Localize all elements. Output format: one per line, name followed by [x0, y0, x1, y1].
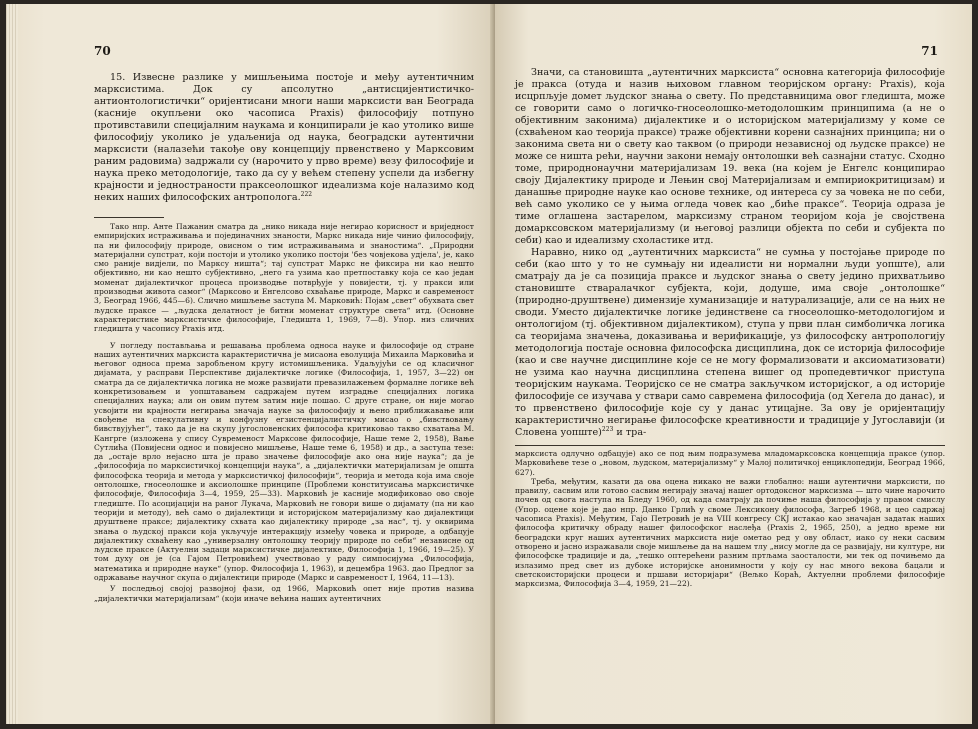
footnote-222: Тако нпр. Анте Пажанин сматра да „нико никада није негирао корисност и вриједност емпиријских истраживања и појединачних знаности, Маркс никада није чинио философију, па ни философију природе, овисном о тим истраживањима и знаностима“. „Природни материјални супстрат, који постоји и утолико уколико постоји 'без човјекова удјела', је, како смо раније видјели, по Марксу ништа“; тај супстрат Маркс не фиксира ни као нешто објективно, ни као нешто субјективно, „него га узима као претпоставку која се као један моменат дијалектичког процеса производње потврђује у повијести, тј. у пракси или производњи живота самог“ (Марксово и Енгелсово схваћање природе, Маркс и савременост 3, Београд 1966, 445—6). Слично мишљење заступа М. Марковић: Појам „свет“ обухвата свет људске праксе — „људска делатност је битни моменат структуре света“ итд. (Основне карактеристике марксистичке философије, Гледишта 1, 1969, 7—8). Упор. низ сличних гледишта у часопису Praxis итд. — [94, 222, 474, 334]
book-spread — [6, 4, 972, 724]
right-page-text — [515, 67, 945, 588]
section-15-text: 15. Извесне разлике у мишљењима постоје и међу аутентичним марксистима. Док су апсолутно „антисцијентистичко-антионтологистички“ оријентисани многи наши марксисти ван Београда (касније окупљени око часописа Praxis) философију потпуно противставили специјалним наукама и конципирали је као утолико више философију уколико је удаљенија од наука, београдски аутентични марксисти (налазећи такође ову концепцију првенствено у Марксовим раним радовима) задржали су (нарочито у прво време) везу философије и наука преко методологије, тако да су у већем степену успели да избегну крајности и једностраности праксеолошког идеализма које налазимо код неких наших философских антрополога. — [94, 72, 474, 203]
left-page — [6, 4, 495, 724]
nature-text: Наравно, нико од „аутентичних марксиста“ не сумња у постојање природе по себи (као што у то не сумњају ни идеалисти ни нормални људи уопште), али сматрају да је са позиција праксе и људског знања о свету једино прихватљиво становиште стваралачког субјекта, који, додуше, има своје „онтолошке“ (природно-друштвене) димензије хуманизације и натурализације, али се на њих не своди. Уместо дијалектичке логике јединствене са гносеолошко-методологијом и онтологијом (тј. објективном дијалектиком), ступа у први план симболичка логика са теоријама значења, доказивања и верификације, уз философску антропологију методологија постаје основна философска дисциплина, док се историја философије (као и све научне дисциплине које се не могу формализовати и аксиоматизовати) не узима као научна дисциплина степена вишег од пропедевтичког приступа теоријским наукама. Теоријско се не сматра закључком историјског, а од историје философије се изучава у ствари само савремена философија (од Хегела до данас), и то првенствено философије које су у данас утицајне. За ову је оријентацију карактеристично негирање философске креативности и традиције у Југославији (и Словена уопште) — [515, 247, 945, 438]
footnote-continuation: марксиста одлучно одбацује) ако се под њим подразумева младомарксовска концепција праксе (упор. Марковићеве тезе о „новом, људском, материјализму“ у Малој политичкој енциклопедији, Београд 1966, 627). — [515, 449, 945, 477]
right-page — [495, 4, 972, 724]
paragraph-markovic: У погледу постављања и решавања проблема односа науке и философије од стране наших аутентичних марксиста карактеристична је мисаона еволуција Михаила Марковића и његовог односа према заробљеном кругу истомишљеника. Удаљујући се од класичног дијамата, у расправи Перспективе дијалектичке логике (Философија, 1, 1957, 3—22) он сматра да се дијалектичка логика не може развијати превазилажењем формалне логике већ конкретизовањем и уопштавањем садржајем путем изградње специјалних логика специјалних наука; али он овим путем затим није пошао. С друге стране, он није могао усвојити ни крајности негирања значаја науке за философију и њено приближавање или свођење на спекулативну и конфузну егзистенцијалистичку мисао о „бивствовању бивствујућег“, тако да је на скупу југословенских философа критиковао такво схватања М. Кангрге (изложена у спису Суврeменост Марксове философије, Наше теме 2, 1958), Вање Сутлића (Повијесни однос и повијесно мишљење, Наше теме 6, 1958) и др., а заступа тезе: да „остаје врло нејасно шта је право значење философије ако она није наука“; да је „философија по марксистичкој концепцији наука“, а „дијалектички материјализам је општа философска теорија и метода у марксистичкој философији“, теорија и метода која има своје онтолошке, гносеолошке и аксиолошке принципе (Проблеми конституисања марксистичке философије, Философија 3—4, 1959, 25—33). Марковић је касније модификовао ово своје гледиште. По асоцијацији на раног Лукача, Марковић не говори више о дијамату (па ни као теорији и методу), већ само о дијалектици и историјском материјализму као дијалектици друштвене праксе; дијалектику схвата као дијалектику природе „за нас“, тј. у оквирима знања о људској пракси која укључује интеракцију између човека и природе, а одбацује дијалектику схваћену као „универзалну онтолошку теорију природе по себи“ независне од људске праксе (Актуелни задаци марксистичке дијалектике, Философија 1, 1966, 19—25). У том духу он је (са Гајом Петровићем) учествовао у раду симпосијума „Философија, математика и природне науке“ (упор. Философија 1, 1963), и децембра 1963. дао Предлог за одржавање научног скупа о дијалектици природе (Маркс и савременост I, 1964, 11—13). — [94, 340, 474, 582]
page-number-left: 70 — [94, 44, 111, 58]
nature-paragraph — [515, 247, 945, 439]
paragraph-last-phase: У последњој својој развојној фази, од 1966, Марковић опет није против назива „дијалектички материјализам“ (који иначе већина наших аутентичних — [94, 584, 474, 603]
page-number-right: 71 — [921, 44, 938, 58]
page-edge — [6, 4, 18, 724]
praxis-paragraph: Значи, са становишта „аутентичних марксиста“ основна категорија философије је пракса (отуда и назив њиховом главном теоријском органу: Praxis), која исцрпљује домет људског знања о свету. По представницима овог гледишта, може се говорити само о логичко-гносеолошко-методолошким принципима (а не о објективним законима) дијалектике и о историјском материјализму у коме се (схваћеном као теорија праксе) траже објективни корени сазнајних принципа; ни о законима света ни о свету као таквом (о природи независној од људске праксе) не може се ништа рећи, научни закони немају онтолошки већ сазнајни статус. Сходно томе, природнонаучни материјализам 19. века (на којем је Енгелс конципирао своју Дијалектику природе и Лењин свој Материјализам и емпириокритицизам) и данашње природне науке као основе технике, од интереса су за човека не по себи, већ само уколико се у њима огледа човек као „биће праксе“. Теорија одраза је тиме оглашена застарелом, марксизму страном теоријом која је својствена домарксовском материјализму (и његовој разлици објекта по себи и субјекта по себи) као и идеализму схоластике итд. — [515, 67, 945, 246]
nature-text-tail: и тра- — [613, 427, 647, 438]
footnote-ref-223: 223 — [601, 425, 614, 433]
section-15-paragraph — [94, 72, 474, 204]
footnote-223: Треба, међутим, казати да ова оцена никако не важи глобално: наши аутентични марксисти, по правилу, сасвим или готово сасвим негирају значај нашег ортодоксног марксизма — што чине нарочито почев од свога наступа на Бледу 1960, од када сматрају да почиње наша философија у правом смислу (Упор. оцене које је дао нпр. Данко Грлић у своме Лексикону философа, Загреб 1968, и цео садржај часописа Praxis). Међутим, Гајо Петровић је на VIII конгресу СКЈ истакао као значајан задатак наших философа критичку обраду нашег философског наслеђа (Praxis 2, 1965, 250), а једно време ни београдски круг наших аутентичних марксиста није ометао ред у ову област, иако су неки сасвим отворено и јасно изражавали своје мишљење да на нашем тлу „нису могле да се развијају, ни културе, ни философске традиције и да, „тешко оптерећени разним пртљама заосталости, ми тек од почињемо да излазимо пред свет из дубоке историјске анонимности у коју су нас много векова бацали и светскоисторијски процеси и пршави историјари“ (Вељко Кораћ, Актуелни проблеми философије марксизма, Философија 3—4, 1959, 21—22). — [515, 476, 945, 589]
footnote-ref-222: 222 — [300, 190, 313, 198]
left-page-text — [94, 72, 474, 603]
